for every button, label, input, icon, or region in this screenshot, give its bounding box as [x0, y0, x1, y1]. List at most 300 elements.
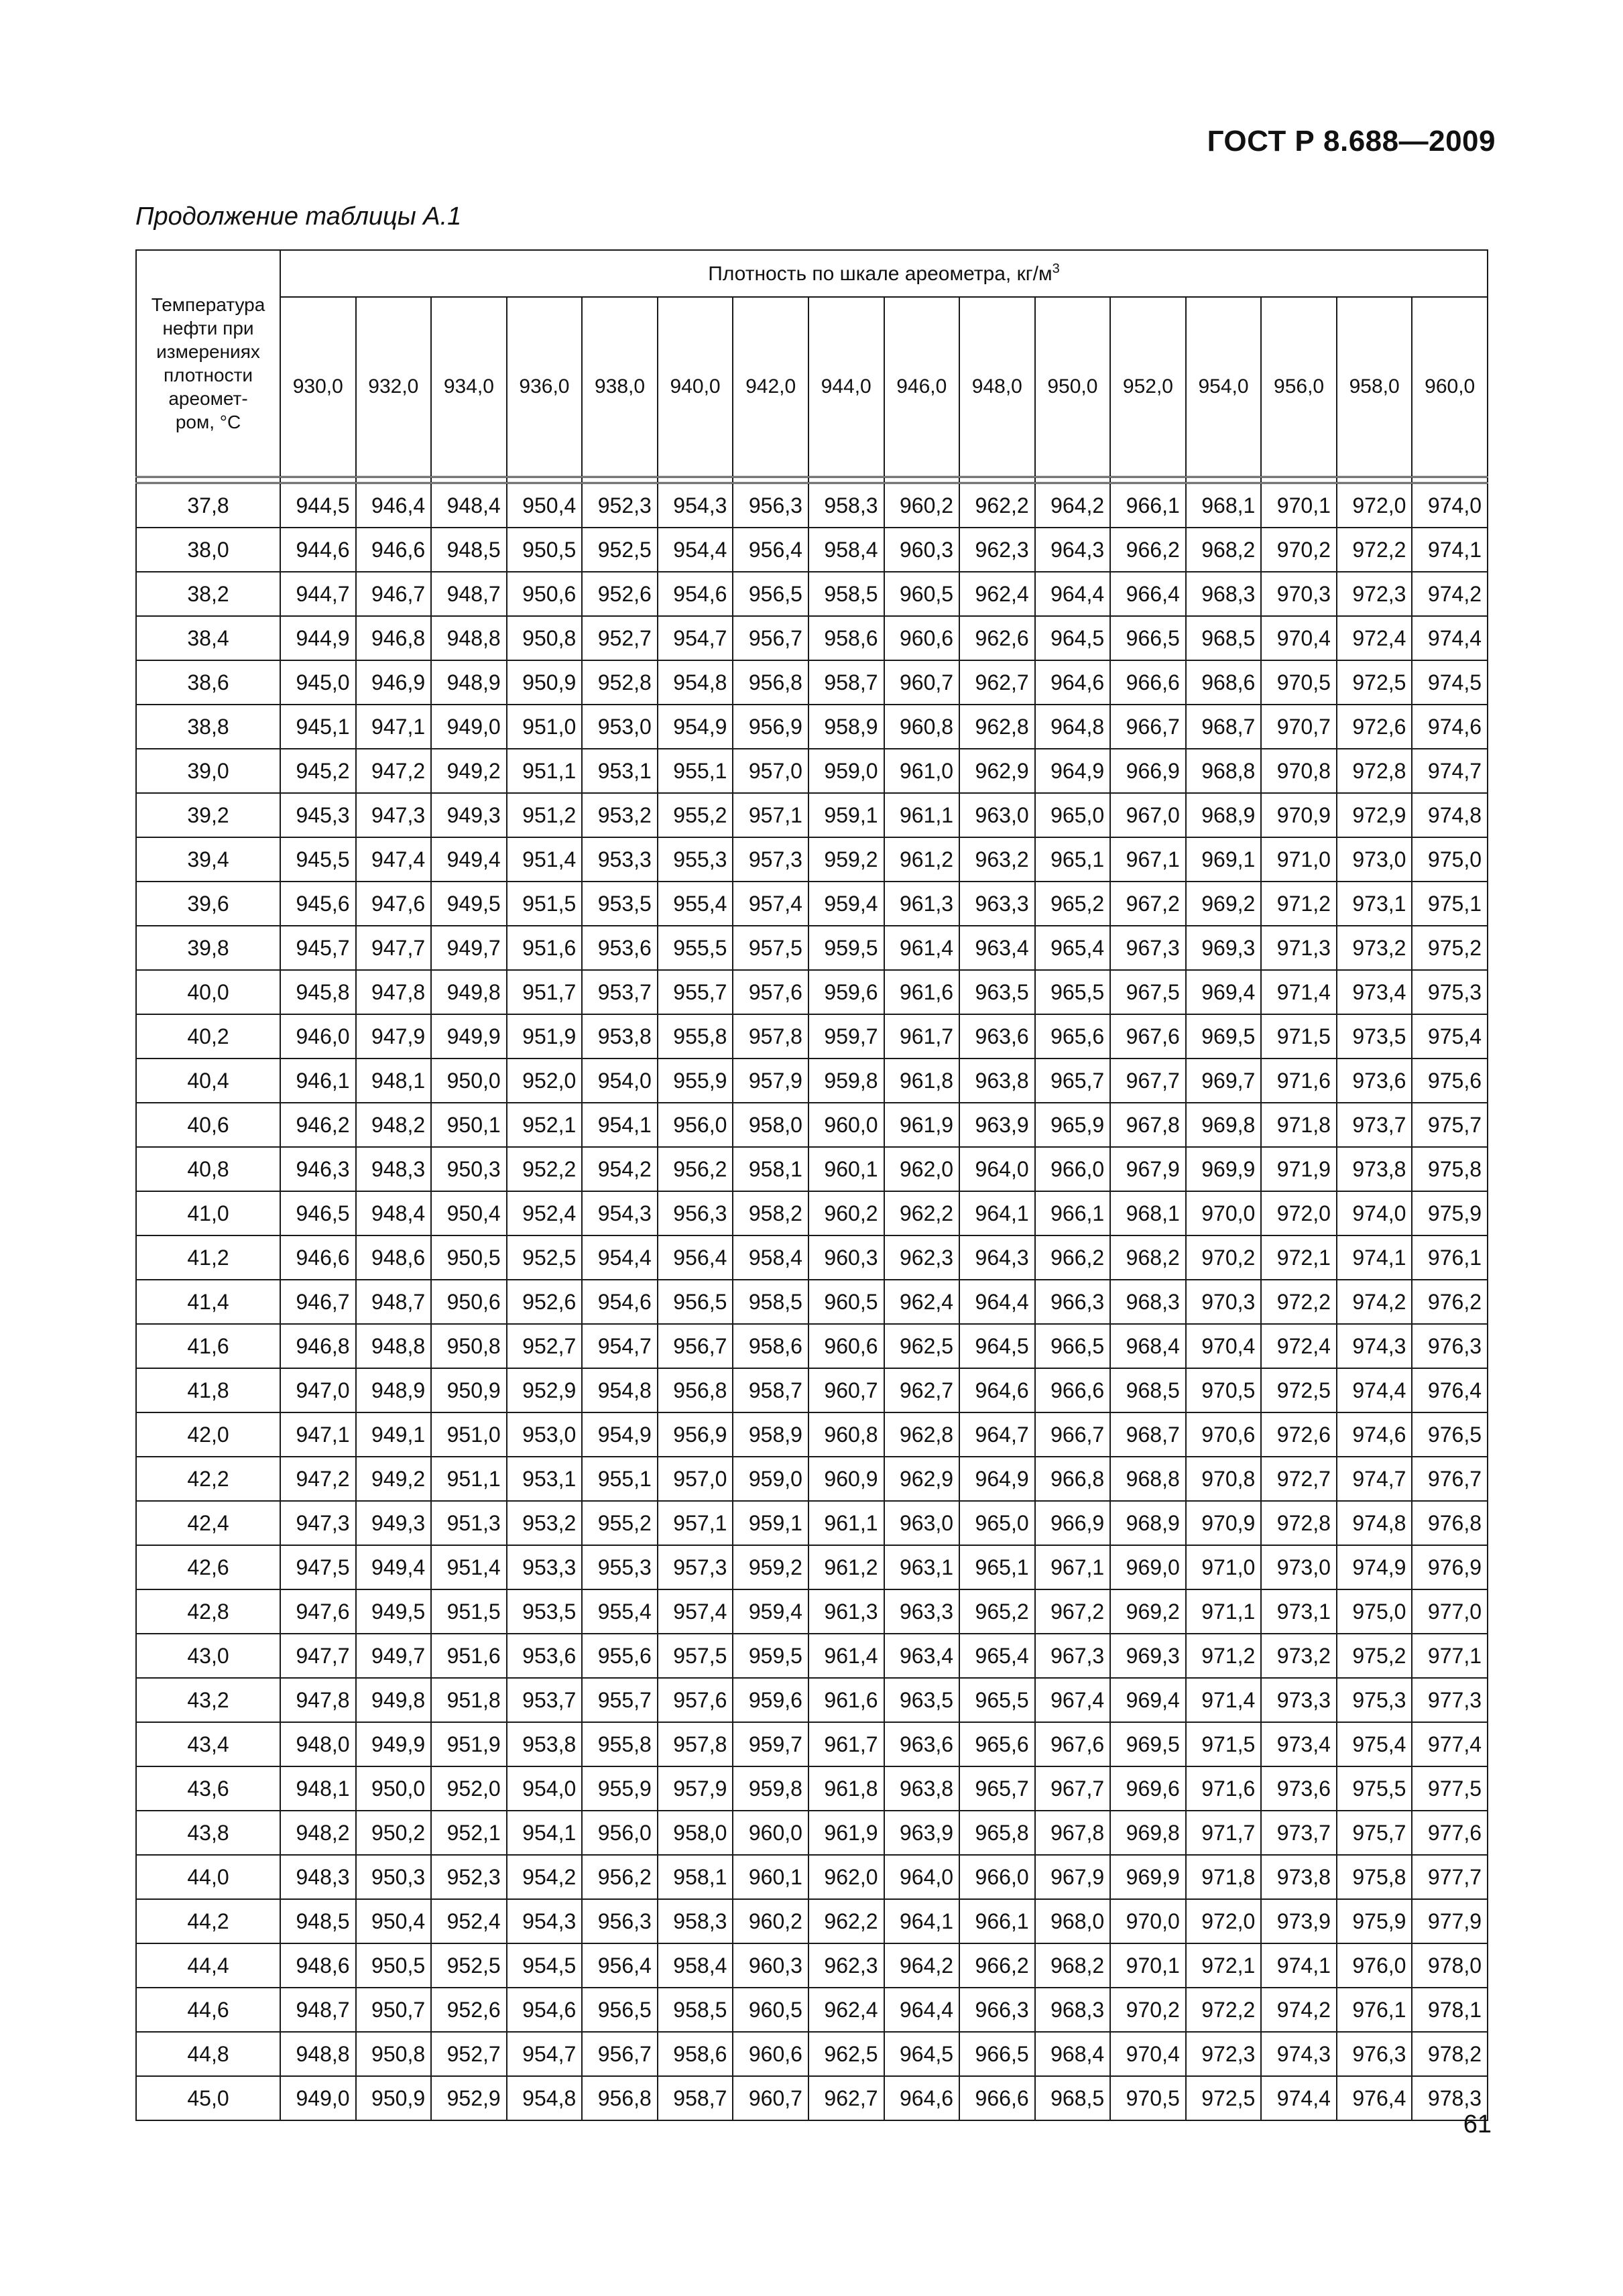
density-group-header-text: Плотность по шкале ареометра, кг/м: [708, 263, 1053, 285]
density-cell: 958,0: [733, 1103, 808, 1147]
density-cell: 947,7: [356, 926, 432, 970]
density-column-header: 952,0: [1110, 297, 1186, 477]
density-cell: 973,7: [1261, 1811, 1337, 1855]
density-cell: 951,1: [507, 749, 583, 793]
density-cell: 951,9: [431, 1722, 507, 1766]
density-cell: 950,3: [356, 1855, 432, 1899]
density-cell: 960,5: [884, 572, 960, 616]
density-cell: 964,3: [959, 1235, 1035, 1280]
density-cell: 961,6: [884, 970, 960, 1014]
density-cell: 975,7: [1337, 1811, 1412, 1855]
density-cell: 950,6: [431, 1280, 507, 1324]
density-cell: 975,1: [1412, 882, 1488, 926]
density-cell: 948,2: [356, 1103, 432, 1147]
density-cell: 946,4: [356, 483, 432, 528]
density-cell: 956,8: [582, 2076, 658, 2120]
density-cell: 959,2: [808, 837, 884, 882]
density-cell: 968,1: [1186, 483, 1262, 528]
density-cell: 947,7: [280, 1634, 356, 1678]
density-cell: 969,3: [1186, 926, 1262, 970]
density-cell: 966,0: [1035, 1147, 1111, 1191]
density-cell: 948,4: [356, 1191, 432, 1235]
density-cell: 947,2: [356, 749, 432, 793]
temperature-cell: 40,0: [136, 970, 280, 1014]
density-cell: 968,2: [1110, 1235, 1186, 1280]
density-cell: 967,8: [1035, 1811, 1111, 1855]
density-cell: 965,9: [1035, 1103, 1111, 1147]
table-row: [136, 1501, 1488, 1545]
density-cell: 952,9: [507, 1368, 583, 1412]
density-cell: 954,2: [507, 1855, 583, 1899]
density-cell: 957,8: [658, 1722, 733, 1766]
density-cell: 952,5: [507, 1235, 583, 1280]
density-cell: 954,0: [582, 1059, 658, 1103]
density-cell: 965,6: [959, 1722, 1035, 1766]
density-cell: 968,2: [1035, 1943, 1111, 1988]
density-cell: 950,6: [507, 572, 583, 616]
density-cell: 973,4: [1261, 1722, 1337, 1766]
density-cell: 948,1: [356, 1059, 432, 1103]
density-cell: 961,6: [808, 1678, 884, 1722]
density-cell: 975,8: [1412, 1147, 1488, 1191]
density-cell: 960,6: [733, 2032, 808, 2076]
density-cell: 975,3: [1412, 970, 1488, 1014]
density-cell: 948,5: [431, 528, 507, 572]
temperature-cell: 42,6: [136, 1545, 280, 1589]
temperature-header-line: ром, °С: [175, 412, 241, 432]
density-cell: 948,7: [280, 1988, 356, 2032]
density-cell: 970,4: [1110, 2032, 1186, 2076]
table-row: [136, 1722, 1488, 1766]
density-cell: 976,2: [1412, 1280, 1488, 1324]
density-cell: 961,4: [884, 926, 960, 970]
density-cell: 975,6: [1412, 1059, 1488, 1103]
density-cell: 962,9: [884, 1457, 960, 1501]
density-cell: 971,8: [1261, 1103, 1337, 1147]
density-cell: 948,3: [356, 1147, 432, 1191]
density-cell: 975,3: [1337, 1678, 1412, 1722]
density-column-header: 936,0: [507, 297, 583, 477]
temperature-cell: 43,4: [136, 1722, 280, 1766]
density-cell: 973,6: [1337, 1059, 1412, 1103]
temperature-cell: 43,8: [136, 1811, 280, 1855]
density-cell: 951,6: [507, 926, 583, 970]
density-cell: 945,6: [280, 882, 356, 926]
density-cell: 949,1: [356, 1412, 432, 1457]
density-cell: 977,3: [1412, 1678, 1488, 1722]
table-row: [136, 1235, 1488, 1280]
density-cell: 961,2: [808, 1545, 884, 1589]
temperature-cell: 41,2: [136, 1235, 280, 1280]
density-cell: 975,7: [1412, 1103, 1488, 1147]
density-cell: 968,7: [1186, 705, 1262, 749]
density-cell: 953,8: [507, 1722, 583, 1766]
density-cell: 972,1: [1261, 1235, 1337, 1280]
density-cell: 950,3: [431, 1147, 507, 1191]
density-cell: 968,9: [1186, 793, 1262, 837]
density-cell: 957,1: [733, 793, 808, 837]
density-cell: 970,5: [1110, 2076, 1186, 2120]
temperature-cell: 39,6: [136, 882, 280, 926]
table-row: [136, 1412, 1488, 1457]
table-row: [136, 1988, 1488, 2032]
density-cell: 947,0: [280, 1368, 356, 1412]
density-cell: 958,4: [733, 1235, 808, 1280]
density-cell: 961,0: [884, 749, 960, 793]
density-cell: 948,1: [280, 1766, 356, 1811]
density-cell: 954,2: [582, 1147, 658, 1191]
density-cell: 972,8: [1261, 1501, 1337, 1545]
density-cell: 960,1: [733, 1855, 808, 1899]
density-cell: 969,9: [1110, 1855, 1186, 1899]
density-column-header: 930,0: [280, 297, 356, 477]
density-cell: 974,6: [1412, 705, 1488, 749]
temperature-cell: 38,8: [136, 705, 280, 749]
density-cell: 964,3: [1035, 528, 1111, 572]
density-cell: 953,3: [507, 1545, 583, 1589]
temperature-cell: 41,4: [136, 1280, 280, 1324]
density-cell: 960,7: [808, 1368, 884, 1412]
density-cell: 969,4: [1186, 970, 1262, 1014]
density-unit-superscript: 3: [1052, 261, 1060, 276]
density-cell: 965,6: [1035, 1014, 1111, 1059]
density-cell: 965,7: [959, 1766, 1035, 1811]
density-cell: 957,8: [733, 1014, 808, 1059]
density-cell: 953,6: [507, 1634, 583, 1678]
density-cell: 960,8: [808, 1412, 884, 1457]
density-cell: 953,7: [582, 970, 658, 1014]
density-cell: 972,6: [1261, 1412, 1337, 1457]
density-cell: 966,3: [959, 1988, 1035, 2032]
density-cell: 964,9: [959, 1457, 1035, 1501]
header-separator: [136, 477, 1488, 483]
density-cell: 975,2: [1337, 1634, 1412, 1678]
density-cell: 956,5: [658, 1280, 733, 1324]
density-cell: 965,2: [1035, 882, 1111, 926]
density-cell: 956,5: [582, 1988, 658, 2032]
density-cell: 972,3: [1337, 572, 1412, 616]
density-cell: 972,0: [1261, 1191, 1337, 1235]
density-cell: 948,7: [356, 1280, 432, 1324]
density-cell: 952,8: [582, 660, 658, 705]
temperature-header-line: измерениях: [156, 341, 260, 362]
density-cell: 965,2: [959, 1589, 1035, 1634]
density-cell: 964,5: [884, 2032, 960, 2076]
density-cell: 973,9: [1261, 1899, 1337, 1943]
table-row: [136, 1855, 1488, 1899]
density-cell: 962,3: [959, 528, 1035, 572]
density-cell: 960,0: [808, 1103, 884, 1147]
density-cell: 957,0: [658, 1457, 733, 1501]
temperature-cell: 39,8: [136, 926, 280, 970]
temperature-header-line: нефти при: [162, 318, 254, 339]
density-cell: 970,2: [1110, 1988, 1186, 2032]
density-cell: 971,4: [1261, 970, 1337, 1014]
density-cell: 976,9: [1412, 1545, 1488, 1589]
temperature-cell: 40,2: [136, 1014, 280, 1059]
density-cell: 969,3: [1110, 1634, 1186, 1678]
density-cell: 949,0: [280, 2076, 356, 2120]
density-cell: 963,4: [884, 1634, 960, 1678]
density-cell: 961,9: [884, 1103, 960, 1147]
density-cell: 970,3: [1186, 1280, 1262, 1324]
density-cell: 954,4: [658, 528, 733, 572]
density-cell: 948,0: [280, 1722, 356, 1766]
density-cell: 968,5: [1186, 616, 1262, 660]
density-column-header: 956,0: [1261, 297, 1337, 477]
density-cell: 971,4: [1186, 1678, 1262, 1722]
density-cell: 975,9: [1412, 1191, 1488, 1235]
density-cell: 952,4: [431, 1899, 507, 1943]
density-cell: 960,2: [733, 1899, 808, 1943]
density-cell: 949,7: [356, 1634, 432, 1678]
density-cell: 973,5: [1337, 1014, 1412, 1059]
separator-cell: [658, 477, 733, 483]
density-cell: 952,2: [507, 1147, 583, 1191]
density-cell: 950,5: [356, 1943, 432, 1988]
density-cell: 962,4: [959, 572, 1035, 616]
density-cell: 966,9: [1035, 1501, 1111, 1545]
density-cell: 947,3: [280, 1501, 356, 1545]
density-cell: 972,2: [1186, 1988, 1262, 2032]
density-cell: 946,8: [356, 616, 432, 660]
separator-cell: [1337, 477, 1412, 483]
density-cell: 964,6: [1035, 660, 1111, 705]
density-cell: 962,0: [808, 1855, 884, 1899]
density-cell: 973,8: [1261, 1855, 1337, 1899]
density-cell: 962,4: [884, 1280, 960, 1324]
table-row: [136, 1943, 1488, 1988]
density-cell: 975,5: [1337, 1766, 1412, 1811]
density-cell: 948,8: [356, 1324, 432, 1368]
temperature-cell: 42,2: [136, 1457, 280, 1501]
density-cell: 977,5: [1412, 1766, 1488, 1811]
density-cell: 967,9: [1035, 1855, 1111, 1899]
density-cell: 953,0: [507, 1412, 583, 1457]
density-cell: 966,6: [959, 2076, 1035, 2120]
table-row: [136, 1634, 1488, 1678]
density-cell: 960,5: [808, 1280, 884, 1324]
density-cell: 958,4: [808, 528, 884, 572]
density-cell: 962,4: [808, 1988, 884, 2032]
density-cell: 949,8: [356, 1678, 432, 1722]
density-cell: 949,9: [356, 1722, 432, 1766]
density-cell: 970,9: [1261, 793, 1337, 837]
density-cell: 963,0: [884, 1501, 960, 1545]
density-cell: 974,0: [1412, 483, 1488, 528]
density-cell: 973,4: [1337, 970, 1412, 1014]
density-cell: 968,6: [1186, 660, 1262, 705]
density-cell: 970,4: [1261, 616, 1337, 660]
density-cell: 977,4: [1412, 1722, 1488, 1766]
density-cell: 963,8: [884, 1766, 960, 1811]
density-cell: 966,2: [1110, 528, 1186, 572]
density-cell: 959,5: [808, 926, 884, 970]
density-cell: 950,5: [507, 528, 583, 572]
density-cell: 959,1: [733, 1501, 808, 1545]
density-column-header: 940,0: [658, 297, 733, 477]
density-cell: 966,2: [959, 1943, 1035, 1988]
density-cell: 977,0: [1412, 1589, 1488, 1634]
density-cell: 946,1: [280, 1059, 356, 1103]
density-cell: 954,8: [507, 2076, 583, 2120]
density-cell: 954,3: [658, 483, 733, 528]
density-cell: 945,1: [280, 705, 356, 749]
density-cell: 954,6: [658, 572, 733, 616]
density-cell: 967,3: [1035, 1634, 1111, 1678]
density-cell: 955,5: [658, 926, 733, 970]
table-row: [136, 1103, 1488, 1147]
density-column-header: 958,0: [1337, 297, 1412, 477]
density-cell: 976,4: [1412, 1368, 1488, 1412]
density-cell: 955,7: [658, 970, 733, 1014]
density-cell: 958,5: [808, 572, 884, 616]
density-cell: 964,8: [1035, 705, 1111, 749]
density-cell: 960,1: [808, 1147, 884, 1191]
density-cell: 960,5: [733, 1988, 808, 2032]
density-cell: 954,3: [507, 1899, 583, 1943]
density-cell: 959,7: [733, 1722, 808, 1766]
density-cell: 954,7: [507, 2032, 583, 2076]
density-cell: 965,1: [1035, 837, 1111, 882]
density-cell: 963,4: [959, 926, 1035, 970]
density-cell: 958,6: [658, 2032, 733, 2076]
density-cell: 959,1: [808, 793, 884, 837]
table-row: [136, 1014, 1488, 1059]
density-cell: 956,8: [733, 660, 808, 705]
density-cell: 976,4: [1337, 2076, 1412, 2120]
density-cell: 948,9: [356, 1368, 432, 1412]
density-cell: 948,8: [431, 616, 507, 660]
density-cell: 969,2: [1110, 1589, 1186, 1634]
temperature-cell: 44,6: [136, 1988, 280, 2032]
density-cell: 964,5: [959, 1324, 1035, 1368]
table-row: [136, 660, 1488, 705]
density-cell: 965,4: [959, 1634, 1035, 1678]
table-row: [136, 2076, 1488, 2120]
density-cell: 946,7: [280, 1280, 356, 1324]
density-cell: 960,7: [884, 660, 960, 705]
temperature-cell: 39,2: [136, 793, 280, 837]
density-cell: 969,5: [1186, 1014, 1262, 1059]
density-cell: 955,1: [582, 1457, 658, 1501]
density-cell: 955,2: [658, 793, 733, 837]
density-cell: 968,4: [1035, 2032, 1111, 2076]
density-cell: 958,7: [658, 2076, 733, 2120]
density-cell: 972,4: [1261, 1324, 1337, 1368]
density-cell: 961,1: [808, 1501, 884, 1545]
density-cell: 966,5: [1035, 1324, 1111, 1368]
density-cell: 969,9: [1186, 1147, 1262, 1191]
density-cell: 949,5: [356, 1589, 432, 1634]
density-cell: 956,0: [582, 1811, 658, 1855]
density-cell: 975,4: [1337, 1722, 1412, 1766]
density-cell: 975,2: [1412, 926, 1488, 970]
density-cell: 965,5: [1035, 970, 1111, 1014]
density-cell: 968,1: [1110, 1191, 1186, 1235]
density-cell: 964,7: [959, 1412, 1035, 1457]
density-cell: 967,2: [1035, 1589, 1111, 1634]
density-cell: 976,7: [1412, 1457, 1488, 1501]
density-cell: 963,3: [959, 882, 1035, 926]
density-cell: 954,4: [582, 1235, 658, 1280]
temperature-cell: 42,4: [136, 1501, 280, 1545]
density-cell: 978,2: [1412, 2032, 1488, 2076]
density-cell: 954,8: [582, 1368, 658, 1412]
density-cell: 968,5: [1110, 1368, 1186, 1412]
table-row: [136, 483, 1488, 528]
density-cell: 972,8: [1337, 749, 1412, 793]
density-cell: 949,8: [431, 970, 507, 1014]
density-cell: 953,6: [582, 926, 658, 970]
density-cell: 952,3: [431, 1855, 507, 1899]
density-cell: 956,3: [658, 1191, 733, 1235]
temperature-cell: 39,0: [136, 749, 280, 793]
density-cell: 971,3: [1261, 926, 1337, 970]
density-cell: 977,7: [1412, 1855, 1488, 1899]
density-cell: 963,3: [884, 1589, 960, 1634]
separator-cell: [959, 477, 1035, 483]
density-cell: 949,0: [431, 705, 507, 749]
density-column-header: 954,0: [1186, 297, 1262, 477]
density-cell: 970,2: [1261, 528, 1337, 572]
temperature-cell: 38,2: [136, 572, 280, 616]
density-cell: 962,0: [884, 1147, 960, 1191]
density-cell: 958,9: [733, 1412, 808, 1457]
density-cell: 958,7: [733, 1368, 808, 1412]
density-column-header: 960,0: [1412, 297, 1488, 477]
density-cell: 950,8: [431, 1324, 507, 1368]
density-cell: 967,3: [1110, 926, 1186, 970]
separator-cell: [136, 477, 280, 483]
density-cell: 973,7: [1337, 1103, 1412, 1147]
density-cell: 970,0: [1110, 1899, 1186, 1943]
density-table-container: [135, 249, 1488, 2121]
density-cell: 947,9: [356, 1014, 432, 1059]
density-cell: 961,7: [808, 1722, 884, 1766]
density-cell: 956,3: [733, 483, 808, 528]
density-cell: 949,5: [431, 882, 507, 926]
density-cell: 963,8: [959, 1059, 1035, 1103]
density-cell: 951,0: [507, 705, 583, 749]
density-cell: 954,1: [507, 1811, 583, 1855]
density-cell: 953,7: [507, 1678, 583, 1722]
density-cell: 969,2: [1186, 882, 1262, 926]
temperature-column-header: [136, 250, 280, 477]
temperature-cell: 41,6: [136, 1324, 280, 1368]
density-cell: 952,6: [582, 572, 658, 616]
density-cell: 973,8: [1337, 1147, 1412, 1191]
table-row: [136, 970, 1488, 1014]
density-cell: 967,7: [1110, 1059, 1186, 1103]
density-cell: 976,3: [1337, 2032, 1412, 2076]
density-cell: 971,0: [1261, 837, 1337, 882]
density-cell: 964,1: [884, 1899, 960, 1943]
density-cell: 950,4: [507, 483, 583, 528]
separator-cell: [582, 477, 658, 483]
density-cell: 949,3: [431, 793, 507, 837]
density-cell: 967,4: [1035, 1678, 1111, 1722]
density-cell: 956,7: [658, 1324, 733, 1368]
temperature-header-line: Температура: [151, 294, 265, 315]
density-cell: 971,6: [1261, 1059, 1337, 1103]
density-cell: 969,6: [1110, 1766, 1186, 1811]
density-cell: 946,2: [280, 1103, 356, 1147]
table-row: [136, 1324, 1488, 1368]
density-cell: 953,3: [582, 837, 658, 882]
temperature-cell: 43,6: [136, 1766, 280, 1811]
density-cell: 944,5: [280, 483, 356, 528]
